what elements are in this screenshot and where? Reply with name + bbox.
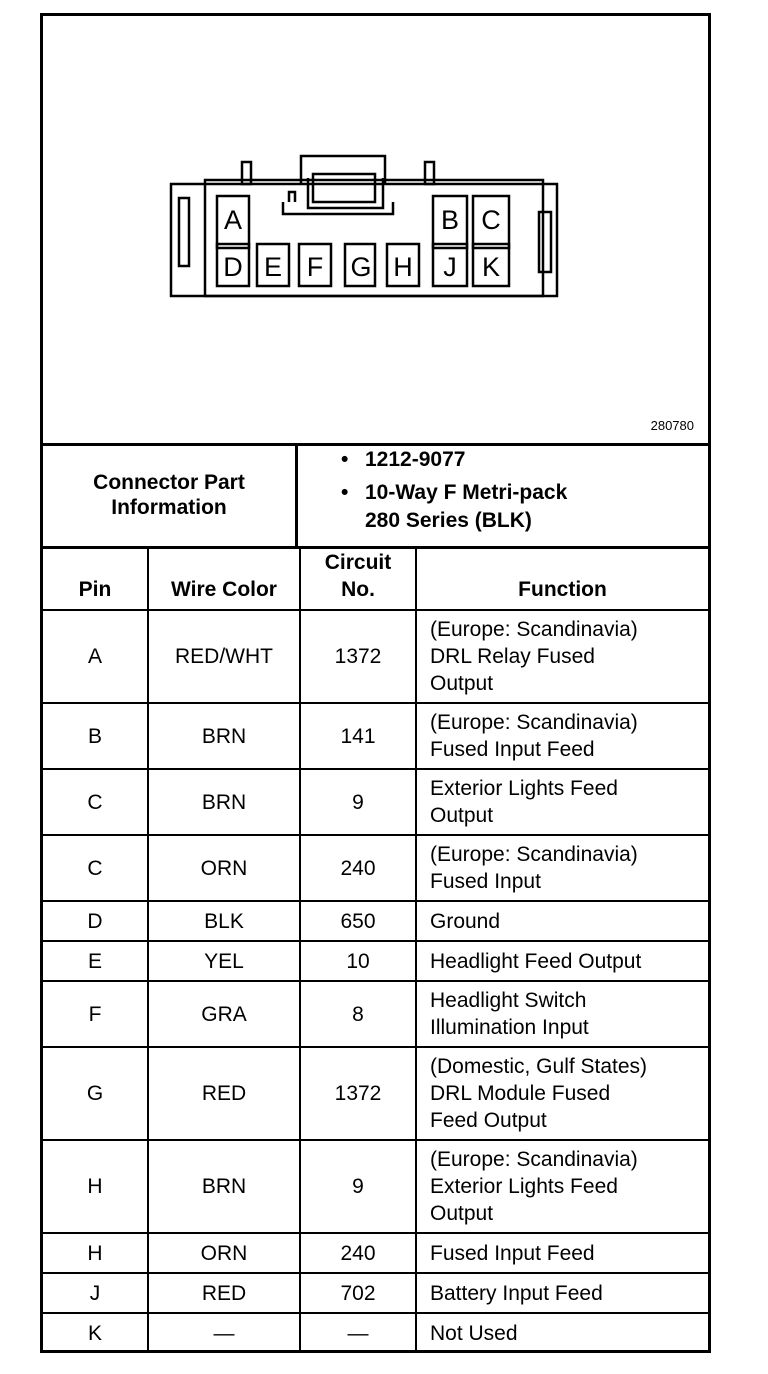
pin-label-c: C — [481, 205, 501, 235]
pin-cell: K — [43, 1313, 148, 1353]
wire-color-cell: YEL — [148, 941, 300, 981]
connector-drawing — [43, 16, 708, 443]
circuit-cell: 702 — [300, 1273, 416, 1313]
table-row — [43, 610, 708, 703]
circuit-cell: 8 — [300, 981, 416, 1047]
connector-info-label — [43, 443, 298, 546]
header-function: Function — [416, 546, 708, 610]
function-cell: Headlight Switch Illumination Input — [416, 981, 708, 1047]
pin-cell: H — [43, 1233, 148, 1273]
part-number: • 1212-9077 — [339, 446, 567, 474]
table-row — [43, 1047, 708, 1140]
wire-color-cell: BLK — [148, 901, 300, 941]
pin-label-f: F — [306, 252, 324, 282]
table-row — [43, 901, 708, 941]
pin-label-e: E — [263, 252, 283, 282]
wire-color-cell: BRN — [148, 1140, 300, 1233]
pin-label-h: H — [393, 252, 413, 282]
function-cell: (Europe: Scandinavia) Fused Input — [416, 835, 708, 901]
wire-color-cell: ORN — [148, 835, 300, 901]
table-row — [43, 1233, 708, 1273]
function-cell: Headlight Feed Output — [416, 941, 708, 981]
connector-info-label-line1: Connector Part — [93, 470, 245, 494]
function-cell: (Europe: Scandinavia) Exterior Lights Feed Output — [416, 1140, 708, 1233]
circuit-cell: 240 — [300, 835, 416, 901]
figure-id: 280780 — [650, 418, 694, 433]
function-cell: Fused Input Feed — [416, 1233, 708, 1273]
pin-cell: C — [43, 835, 148, 901]
header-circuit-line1: Circuit — [324, 551, 392, 574]
wire-color-cell: RED — [148, 1273, 300, 1313]
function-cell: Not Used — [416, 1313, 708, 1353]
pin-label-j: J — [443, 252, 457, 282]
wire-color-cell: RED — [148, 1047, 300, 1140]
wire-color-cell: ORN — [148, 1233, 300, 1273]
circuit-cell: 1372 — [300, 610, 416, 703]
pin-cell: H — [43, 1140, 148, 1233]
wire-color-cell: GRA — [148, 981, 300, 1047]
pin-cell: J — [43, 1273, 148, 1313]
header-circuit-line2: No. — [341, 578, 375, 601]
circuit-cell: 1372 — [300, 1047, 416, 1140]
function-cell: Exterior Lights Feed Output — [416, 769, 708, 835]
header-wire-color: Wire Color — [148, 546, 300, 610]
function-cell: Ground — [416, 901, 708, 941]
function-cell: (Europe: Scandinavia) Fused Input Feed — [416, 703, 708, 769]
wire-color-cell: — — [148, 1313, 300, 1353]
table-row — [43, 1273, 708, 1313]
table-row — [43, 941, 708, 981]
wire-color-cell: BRN — [148, 769, 300, 835]
table-row — [43, 703, 708, 769]
table-row — [43, 835, 708, 901]
function-cell: (Europe: Scandinavia) DRL Relay Fused Output — [416, 610, 708, 703]
pin-label-b: B — [440, 205, 460, 235]
circuit-cell: 141 — [300, 703, 416, 769]
header-pin: Pin — [43, 546, 148, 610]
circuit-cell: — — [300, 1313, 416, 1353]
table-row — [43, 981, 708, 1047]
circuit-cell: 650 — [300, 901, 416, 941]
pin-table-body — [43, 610, 708, 1353]
circuit-cell: 10 — [300, 941, 416, 981]
pin-cell: C — [43, 769, 148, 835]
pin-cell: D — [43, 901, 148, 941]
connector-info-list — [339, 446, 567, 535]
header-circuit — [300, 546, 416, 610]
pin-label-a: A — [223, 205, 243, 235]
pin-table — [43, 546, 708, 1353]
wire-color-cell: RED/WHT — [148, 610, 300, 703]
pin-cell: B — [43, 703, 148, 769]
connector-type: • 10-Way F Metri-pack 280 Series (BLK) — [339, 479, 567, 535]
table-row — [43, 1313, 708, 1353]
table-row — [43, 1140, 708, 1233]
wire-color-cell: BRN — [148, 703, 300, 769]
pin-label-g: G — [350, 252, 372, 282]
circuit-cell: 240 — [300, 1233, 416, 1273]
pin-label-k: K — [481, 252, 501, 282]
function-cell: (Domestic, Gulf States) DRL Module Fused Feed Output — [416, 1047, 708, 1140]
pin-cell: A — [43, 610, 148, 703]
pin-cell: E — [43, 941, 148, 981]
connector-figure — [43, 16, 708, 446]
pin-label-d: D — [223, 252, 243, 282]
connector-info — [43, 443, 708, 549]
circuit-cell: 9 — [300, 769, 416, 835]
connector-sheet — [40, 13, 711, 1353]
connector-info-label-line2: Information — [111, 495, 227, 519]
circuit-cell: 9 — [300, 1140, 416, 1233]
table-row — [43, 769, 708, 835]
function-cell: Battery Input Feed — [416, 1273, 708, 1313]
pin-cell: F — [43, 981, 148, 1047]
pin-cell: G — [43, 1047, 148, 1140]
